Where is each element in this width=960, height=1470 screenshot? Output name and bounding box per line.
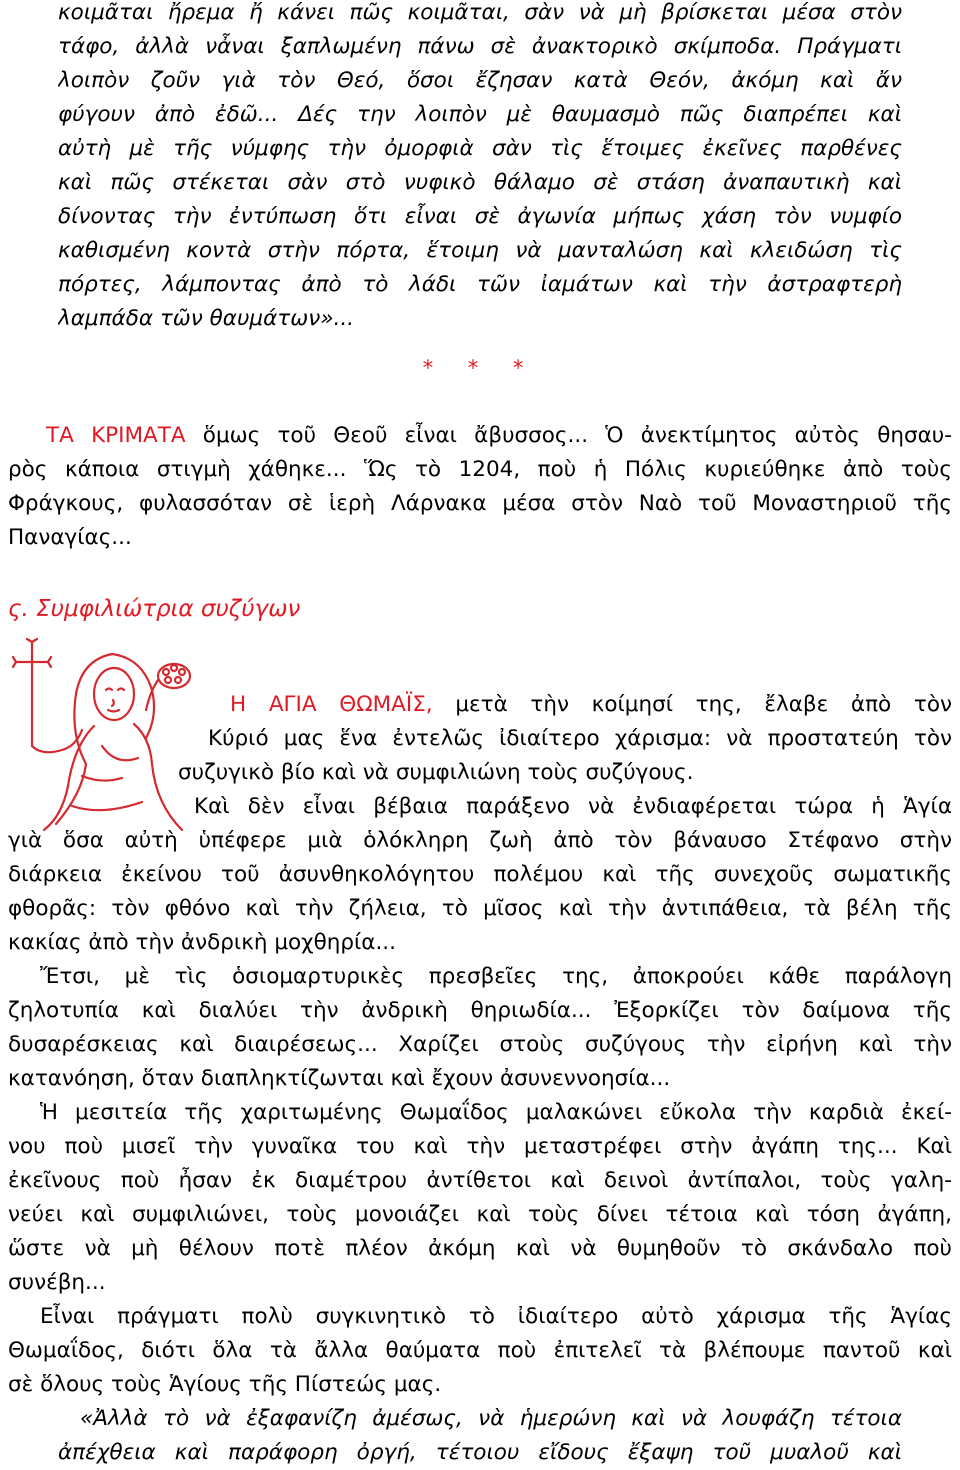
body-line: Καὶ δὲν εἶναι βέβαια παράξενο νὰ ἐνδιαφέρεται τώρα ἡ Ἁγία	[194, 794, 952, 819]
body-line: Ἡ μεσιτεία τῆς χαριτωμένης Θωμαΐδος μαλακώνει εὔκολα τὴν καρδιὰ ἐκεί-	[40, 1100, 952, 1125]
body-line: σὲ ὅλους τοὺς Ἁγίους τῆς Πίστεώς μας.	[8, 1372, 442, 1397]
intro-line: λαμπάδα τῶν θαυμάτων»...	[58, 306, 354, 331]
saint-line-3: συζυγικὸ βίο καὶ νὰ συμφιλιώνη τοὺς συζύγους.	[178, 760, 694, 785]
saint-name-highlight: Η ΑΓΙΑ ΘΩΜΑΪΣ,	[230, 692, 433, 717]
saint-thomais-illustration	[2, 636, 224, 832]
saint-line-1	[230, 688, 952, 722]
krimata-line-2: ρὸς κάποια στιγμὴ χάθηκε... Ὥς τὸ 1204, ποὺ ἡ Πόλις κυριεύθηκε ἀπὸ τοὺς	[8, 457, 952, 482]
closing-quote-line: ἀπέχθεια καὶ παράφορη ὀργή, τέτοιου εἴδους ἔξαψη τοῦ μυαλοῦ καὶ	[58, 1440, 902, 1465]
body-line: Εἶναι πράγματι πολὺ συγκινητικὸ τὸ ἰδιαίτερο αὐτὸ χάρισμα τῆς Ἁγίας	[40, 1304, 952, 1329]
intro-line: φύγουν ἀπὸ ἐδῶ... Δές την λοιπὸν μὲ θαυμασμὸ πῶς διαπρέπει καὶ	[58, 102, 902, 127]
intro-line: καὶ πῶς στέκεται σὰν στὸ νυφικὸ θάλαμο σὲ στάση ἀναπαυτικὴ καὶ	[58, 170, 902, 195]
body-line: Θωμαΐδος, διότι ὅλα τὰ ἄλλα θαύματα ποὺ ἐπιτελεῖ τὰ βλέπουμε παντοῦ καὶ	[8, 1338, 952, 1363]
body-line: Ἔτσι, μὲ τὶς ὁσιομαρτυρικὲς πρεσβεῖες της, ἀποκρούει κάθε παράλογη	[40, 964, 952, 989]
body-line: φθορᾶς: τὸν φθόνο καὶ τὴν ζήλεια, τὸ μῖσος καὶ τὴν ἀντιπάθεια, τὰ βέλη τῆς	[8, 896, 952, 921]
saint-text: μετὰ τὴν κοίμησί της, ἔλαβε ἀπὸ τὸν	[432, 692, 952, 717]
krimata-line-4: Παναγίας...	[8, 525, 132, 550]
closing-quote-line: «Ἀλλὰ τὸ νὰ ἐξαφανίζη ἀμέσως, νὰ ἡμερώνη καὶ νὰ λουφάζη τέτοια	[80, 1406, 902, 1431]
intro-line: πόρτες, λάμποντας ἀπὸ τὸ λάδι τῶν ἰαμάτων καὶ τὴν ἀστραφτερὴ	[58, 272, 902, 297]
section-separator: * * *	[422, 356, 538, 380]
intro-line: κοιμᾶται ἤρεμα ἤ κάνει πῶς κοιμᾶται, σὰν νὰ μὴ βρίσκεται μέσα στὸν	[58, 0, 902, 25]
section-title: ς. Συμφιλιώτρια συζύγων	[8, 596, 301, 622]
body-line: ὥστε νὰ μὴ θέλουν ποτὲ πλέον ἀκόμη καὶ νὰ θυμηθοῦν τὸ σκάνδαλο ποὺ	[8, 1236, 952, 1261]
body-line: κατανόηση, ὅταν διαπληκτίζωνται καὶ ἔχουν ἀσυνεννοησία...	[8, 1066, 671, 1091]
krimata-line-3: Φράγκους, φυλασσόταν σὲ ἱερὴ Λάρνακα μέσα στὸν Ναὸ τοῦ Μοναστηριοῦ τῆς	[8, 491, 952, 516]
body-line: νεύει καὶ συμφιλιώνει, τοὺς μονοιάζει καὶ τοὺς δίνει τέτοια καὶ τόση ἀγάπη,	[8, 1202, 952, 1227]
intro-line: δίνοντας τὴν ἐντύπωση ὅτι εἶναι σὲ ἀγωνία μήπως χάση τὸν νυμφίο	[58, 204, 902, 229]
krimata-text: ὅμως τοῦ Θεοῦ εἶναι ἄβυσσος... Ὁ ἀνεκτίμητος αὐτὸς θησαυ-	[185, 423, 952, 448]
intro-line: τάφο, ἀλλὰ νἆναι ξαπλωμένη πάνω σὲ ἀνακτορικὸ σκίμποδα. Πράγματι	[58, 34, 902, 59]
body-line: νου ποὺ μισεῖ τὴν γυναῖκα του καὶ τὴν μεταστρέφει στὴν ἀγάπη της... Καὶ	[8, 1134, 952, 1159]
intro-line: καθισμένη κοντὰ στὴν πόρτα, ἕτοιμη νὰ μανταλώση καὶ κλειδώση τὶς	[58, 238, 902, 263]
body-line: κακίας ἀπὸ τὴν ἀνδρικὴ μοχθηρία...	[8, 930, 396, 955]
body-line: δυσαρέσκειας καὶ διαιρέσεως... Χαρίζει στοὺς συζύγους τὴν εἰρήνη καὶ τὴν	[8, 1032, 952, 1057]
krimata-line-1	[46, 419, 952, 453]
intro-line: αὐτὴ μὲ τῆς νύμφης τὴν ὀμορφιὰ σὰν τὶς ἕτοιμες ἐκεῖνες παρθένες	[58, 136, 902, 161]
body-line: συνέβη...	[8, 1270, 106, 1295]
body-line: γιὰ ὅσα αὐτὴ ὑπέφερε μιὰ ὁλόκληρη ζωὴ ἀπὸ τὸν βάναυσο Στέφανο στὴν	[8, 828, 952, 853]
body-line: ἐκεῖνους ποὺ ἦσαν ἐκ διαμέτρου ἀντίθετοι καὶ δεινοὶ ἀντίπαλοι, τοὺς γαλη-	[8, 1168, 952, 1193]
intro-line: λοιπὸν ζοῦν γιὰ τὸν Θεό, ὅσοι ἔζησαν κατὰ Θεόν, ἀκόμη καὶ ἄν	[58, 68, 902, 93]
krimata-highlight: ΤΑ ΚΡΙΜΑΤΑ	[46, 423, 186, 448]
body-line: διάρκεια ἐκείνου τοῦ ἀσυνθηκολόγητου πολέμου καὶ τῆς συνεχοῦς σωματικῆς	[8, 862, 952, 887]
saint-line-2: Κύριό μας ἕνα ἐντελῶς ἰδιαίτερο χάρισμα: νὰ προστατεύη τὸν	[208, 726, 952, 751]
body-line: ζηλοτυπία καὶ διαλύει τὴν ἀνδρικὴ θηριωδία... Ἐξορκίζει τὸν δαίμονα τῆς	[8, 998, 952, 1023]
